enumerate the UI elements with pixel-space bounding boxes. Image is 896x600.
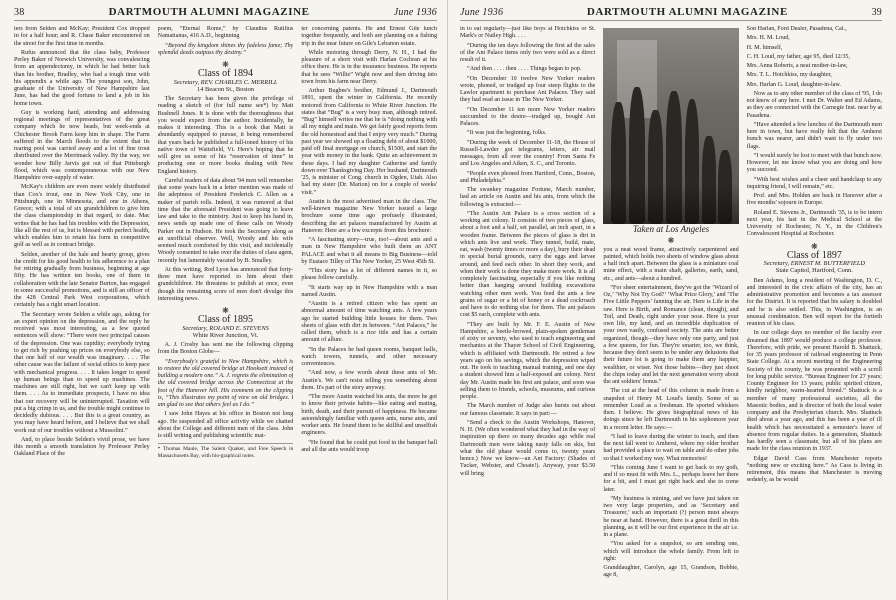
paragraph: Arthur Bugbee's brother, Edmund J., Dartmouth 1891, spent the winter in California. He recently motored from California to White River Junction. He states that “Bug” is a very busy man, although retired. “Bug” himself writes me that he is “doing nothing with all my might and main. We get fairly good reports from the old homestead and that I enjoy very much.” During past year we showed up a floating debt of about $1000, paid off final mortgage on church, $1500, and start the year with money in the bank. Quite an achievement in these days. I had my daughter Catherine and family down over Thanksgiving Day. Her husband, Dartmouth '25, is minister of Cong. church in Ogden, Utah. Also had my sister (Dr. Marion) on for a couple of weeks' visit.”: [301, 88, 438, 196]
class-heading-1895: [158, 316, 294, 339]
right-col-1: [460, 26, 595, 600]
paragraph: “You asked for a snapshot, so am sending one, which will introduce the whole family. From left to right:: [603, 541, 739, 562]
left-columns: [14, 26, 437, 600]
paragraph: “My business is mining, and we have just taken on two very large properties, and as ‘Secretary and Treasurer,’ such an important (?) person must always be near at hand. However, there is a great thrill in this planning, as it will be our first experience in the air i.e. in a plane.: [603, 495, 739, 538]
paragraph: I saw John Hayes at his office in Boston not long ago. He suspended all office activity while we chatted about the College and different men of the class. John is still writing and publishing scientific mat-: [157, 411, 294, 439]
page-number-right: 39: [871, 7, 882, 18]
family-photo: [603, 28, 738, 224]
paragraph: Rufus announced that the class baby, Professor Perley Baker of Norwich University, was convalescing from an appendectomy, in which he had better luck than his brother, Bradley, who had a tough time with his appendix a while ago. The youngest son, John, graduate of the University of New Hampshire last June, has had the good fortune to land a job in his home town.: [14, 49, 150, 107]
paragraph: While motoring through Derry, N. H., I had the pleasure of a short visit with Harlan Cochran at his office there. He is in the insurance business. He reports that he sees “Willie” Wight now and then driving into town from his farm near Derry.: [301, 49, 438, 85]
paragraph: “And now, a few words about these ants of Mr. Austin's. We can't resist telling you something about them. It's part of the story anyway.: [301, 370, 438, 391]
paragraph: “It was just the beginning, folks.: [467, 130, 547, 137]
paragraph: “Austin is a retired citizen who has spent an abnormal amount of time watching ants. A few years ago he started building little houses for them. Two sheets of glass with dirt in between. “Ant Palaces,” he called them, which is a rice title and has a certain amount of allure.: [301, 301, 438, 344]
class-secretary: Secretary, ROLAND E. STEVENS: [182, 324, 269, 332]
right-col-3: [747, 26, 882, 600]
class-name: Class of 1895: [198, 314, 253, 326]
right-col-2: [603, 26, 738, 600]
class-address: 14 Beacon St., Boston: [197, 85, 254, 93]
section-separator: ❋: [667, 236, 675, 246]
left-col-3: [301, 26, 437, 600]
magazine-title-right: DARTMOUTH ALUMNI MAGAZINE: [586, 6, 788, 18]
footnote: * Thomas Maule, The Salem Quaker, and Free Speech in Massachusetts Bay, with bio-graphical notes.: [158, 443, 294, 459]
class-name: Class of 1897: [786, 249, 842, 261]
running-head-left: [14, 6, 437, 21]
paragraph: At this writing, Rod Lyon has announced that forty-three men have reported to him about their grandchildren. He threatens to publish at once, even though the remaining score of men don't divulge this interesting news.: [157, 266, 294, 302]
left-col-2: [158, 26, 294, 600]
section-separator: ❋: [222, 60, 229, 69]
paragraph: Edgar David Cass from Manchester reports “nothing new or exciting here.” As Cass is living in retirement, this means that Manchester is moving sedately, as he would: [746, 455, 882, 484]
section-separator: ❋: [222, 306, 229, 315]
paragraph: “This story has a lot of different names in it, so please follow carefully.: [301, 268, 438, 282]
paragraph: ter concerning patents. He and Ernest Gile lunch together frequently, and both are planning on a fishing trip in the near future on Gile's Lebanon estate.: [301, 26, 438, 47]
paragraph: poem, “Eternal Rome,” by Claudius Rutilius Namatianus, 416 A.D., beginning: [157, 26, 294, 40]
paragraph: ters from Selden and McKay; President Cox dropped in for a half hour; and R. Chase Baker encountered on the street for the first time in months.: [14, 26, 150, 47]
page-number-left: 38: [14, 7, 25, 18]
paragraph: “The Austin Ant Palace is a cross section of a working ant colony. It consists of two pieces of glass, about a foot and a half, set parallel, an inch apart, in a wooden frame. Between the pieces of glass is dirt in which ants live and work. They tunnel, build, mate, eat, wash (twenty times or more a day), bury their dead in special burial grounds, carry the eggs and larvae around, and feed each other. In short they work, and when their work is done they make more work. It is all completely fascinating, especially if you like nothing better than hanging around building excavations watching other men work. You feed the ants a few grains of sugar or a bit of honey or a dead cockroach and have to do nothing else for them. The ant palaces cost $5 each, complete with ants.: [460, 210, 596, 319]
paragraph: McKay's children are even more widely distributed than Cox's trout, one in New York City, one in Pittsburgh, one in Minnesota, and one in Athens, Greece; with a total of six grandchildren to give him the class championship in that regard, to date. Mac writes that he has had his troubles with the Depression, like all the rest of us, but is blessed with perfect health, which enables him to retain his form in competitive golf as well as in contract bridge.: [14, 184, 150, 249]
paragraph: Prof. and Mrs. Holden are back in Hanover after a five months' sojourn in Europe.: [746, 193, 882, 207]
section-separator: ❋: [810, 241, 818, 251]
paragraph: “And then . . . . then . . . . Things began to pop.: [467, 66, 582, 73]
poem-quote: “Beyond thy kingdom shines thy fadeless fame; Thy splendid deeds outpass thy destiny.”: [157, 42, 294, 56]
paragraph: “Everybody's grateful to New Hampshire, which is to restore the old covered bridge at Hooksett instead of building a modern one.” A. J. regrets the elimination of the old covered bridge across the Connecticut at the foot of the Hanover hill. His comment on the clipping is, “This illustrates my point of view on old bridges. I am glad to see that others feel as I do.”: [157, 358, 294, 408]
list-item: H. M. himself,: [746, 44, 783, 51]
paragraph: you a neat wood frame, attractively carpentered and painted, which holds two sheets of window glass about a half inch apart. Between the glass is a miniature coal mine effect, with a main shaft, galleries, earth, sand, etc., and ants—about a hundred.: [603, 246, 739, 282]
paragraph: The Secretary wrote Selden a while ago, asking for an expert opinion on the depression, and the reply he received was most interesting, as a few quoted sentences will show: “There were two principal causes of the depression. One was cupidity; everybody trying to get rich by pushing up prices on everybody else, so that one half of our wealth was imaginary. . . . The other cause was the failure of social ethics to keep pace with mechanical progress. . . . It takes longer to speed up human beings than to speed up machines. The machines are still right, but we can't keep up with them. . . . As to immediate prospects, I have no idea that our recovery will be uninterrupted. Taxation will put a big crimp in us, and the trouble might continue to decidedly dubious. . . . But this is a great country, as you may have heard before, and I believe that we shall work out of our troubles without a Mussolini.”: [14, 311, 150, 434]
paragraph: “He found that he could put food in the banquet hall and all the ants would troop: [301, 439, 438, 453]
class-address: State Capitol, Hartford, Conn.: [775, 267, 853, 275]
paragraph: “On December 10 twelve New Yorker readers wrote, phoned, or trudged up four steep flights to the Lawlor apartment to purchase Ant Palaces. They said they had read an issue in The New Yorker.: [460, 75, 596, 104]
photo-caption: Taken at Los Angeles: [632, 224, 710, 234]
paragraph: in to eat regularly—just like boys at Hotchkiss or St. Mark's or Nutley High. . . .: [460, 26, 596, 40]
paragraph: Guy is working hard, attending and addressing regional meetings of representatives of the great company which he now heads, but week-ends at Chichester Brook Farm keep him in shape. The Farm suffered in the March floods to the extent that its rearing pool was carried away and a lot of fine trout distributed over the Merrimack valley. By the way, we wonder how Billy Jarvis got out of that Pittsburgh flood, which was contemporaneous with our New Hampshire over-supply of water.: [14, 109, 150, 181]
running-head-right: [460, 6, 882, 21]
paragraph: “With best wishes and a cheer and handclasp to any inquiring friend, I will remain,” etc.: [746, 176, 882, 190]
class-heading-1897: [747, 249, 882, 275]
list-item: C. H. Loud, my father, age 95, died 12/35,: [746, 53, 850, 60]
paragraph: Austin is the most advertised man in the class. The well-known magazine New Yorker issued a large brochure some time ago profusely illustrated, describing the art palaces manufactured by Austin at Hanover. Here are a few excerpts from this brochure:: [301, 198, 438, 234]
paragraph: “They are built by Mr. F. E. Austin of New Hampshire, a beetle-browed, plain-spoken gentleman of sixty or seventy, who used to teach engineering and mechanics at the Thayer School of Civil Engineering, which is affiliated with Dartmouth. He retired a few years ago on his savings, which the depression wiped out. He took to teaching manual training, and one day a student showed him a half-exposed ant colony. Next day Mr. Austin made his first ant palace, and soon was selling them to friends, schools, museums, and curious people.: [460, 321, 596, 400]
paragraph: “I would surely be lost to meet with that bunch now. However, let me know what you are doing and how you succeed.: [746, 152, 882, 174]
paragraph: “In the Palaces he had queen rooms, banquet halls, watch towers, tunnels, and other necessary conveniences.: [301, 346, 438, 367]
list-item: Mrs. Anna Roberts, a neat mother-in-law,: [746, 63, 848, 69]
left-col-1: [14, 26, 150, 600]
paragraph: “It starts way up in New Hampshire with a man named Austin.: [301, 284, 438, 298]
issue-date-left: June 1936: [393, 7, 437, 18]
paragraph: Now as to any other member of the class of '95, I do not know of any here. I met Dr. Walter and Ed Adams, as they are connected with the Carnegie Inst. near by at Pasadena.: [746, 90, 882, 119]
paragraph: In our college days no member of the faculty ever dreamed that 1897 would produce a college professor. Therefore, with pride, we present Harold B. Shattuck, for 35 years professor of railroad engineering in Penn State College. At a recent meeting of the Engineering Society of the county, he was presented with a scroll for long public service. “Bureau Engineer for 27 years; County Engineer for 13 years; public spirited citizen, kindly neighbor, warm-hearted friend.” Shattuck is a member of many professional societies, all the Masonic bodies, and is director of both the local water company and the Presbyterian church. Mrs. Shattuck died about a year ago, and this has been a year of ill health which has necessitated a semester's leave of absence from regular duties. In a generation, Shattuck has hardly seen a classmate, but all of his plans are made for the class reunion in 1937.: [746, 330, 882, 453]
class-heading-1894: [158, 70, 294, 93]
paragraph: The Secretary has been given the privilege of reading a sketch of (for full name see*) by Matt Bushnell Jones. It is done with the thoroughness that you would expect from the author. Incidentally, he makes it interesting. This is a book that Matt is abundantly equipped to pursue, it being remembered that years back he published a full-toned history of his native town of Waitsfield, Vt. Here's hoping that he will give us some of his “reservation of time” in producing one or more books dealing with New England history.: [157, 96, 294, 175]
class-secretary: Secretary, REV. CHARLES C. MERRILL: [173, 78, 278, 86]
paragraph: “On December 11 ten more New Yorker readers succumbed to the desire—trudged up, bought Ant Palaces.: [460, 106, 596, 127]
right-page: [448, 0, 896, 600]
magazine-title-left: DARTMOUTH ALUMNI MAGAZINE: [108, 6, 310, 18]
paragraph: And, to place beside Selden's vivid prose, we have this month a smooth translation by Professor Perley Oakland Place of the: [14, 436, 150, 458]
list-item: Mrs. H. M. Loud,: [746, 35, 790, 42]
paragraph: Ben Adams, long a resident of Washington, D. C., and interested in the civic affairs of the city, has an administrative promotion and becomes a tax assessor for the District. It is reported that his salary is doubled and he is also settled. This, in Washington, is an unusual combination. Ben will report for the fortieth reunion of his class.: [746, 277, 882, 327]
paragraph: Granddaughter, Carolyn, age 15, Grandson, Bobbie, age 8,: [603, 565, 739, 579]
class-name: Class of 1894: [198, 68, 253, 80]
paragraph: “A fascinating story—true, too!—about ants and a man in New Hampshire who built them an ANT PALACE and what it all means to Big Business—told by Eustace Tilley of The New Yorker, 25 West 45th St.: [301, 237, 438, 265]
paragraph: The swankey magazine Fortune, March number, had an article on Austin and his ants, from which the following is extracted:—: [460, 187, 596, 208]
list-item: Mrs. T. L. Hotchkiss, my daughter,: [746, 72, 832, 79]
class-secretary: Secretary, ERNEST M. BUTTERFIELD: [763, 260, 865, 267]
paragraph: Selden, another of the hale and hearty group, gives the credit for his good health to his adherence to a plan for retiring gradually from business, beginning at age fifty. He has written ten books, one of them in collaboration with the late Senator Burton, has engaged in some successful promotions, and is still an officer of the 428 Central Park West corporations, which certainly has a right smart location.: [14, 251, 150, 309]
paragraph: “Send a check to the Austin Workshops, Hanover, N. H. (We often wondered what they had in the way of inspiration up there so many decades ago while real Dartmouth men were taking nasty falls on skis, but what the old phase would come to, twenty years hence.) Now we know—an Ant Factory: (Shades of Tucker, Webster, and Choate!). Anyway, your $3.50 will bring: [460, 419, 596, 477]
paragraph: Roland E. Stevens Jr., Dartmouth '35, is to be intern next year, his last in the Medical School at the University of Rochester, N. Y., in the Children's Convalescent Hospital at Rochester.: [746, 209, 882, 238]
list-item: Mrs. Harlan G. Loud, daughter-in-law.: [746, 81, 841, 88]
paragraph: “People even phoned from Hartford, Conn., Boston, and Philadelphia.”: [460, 170, 596, 184]
paragraph: Careful readers of data about '94 men will remember that some years back in a letter mention was made of the adeptness of President Frederick C. Allen as a maker of parish rolls. Indeed, it was rumored at that time that the aforesaid President was going to leave law and take to the ministry. Just to keep his hand in, news sends up made one of these calls on Woody Parker out in Hudson. He took the Secretary along as an unofficial observer. Well, Woody and his wife seemed much comforted by this visit, and incidentally Woody consented to take over the duties of class agent, recently but lamentably vacated by B. Smalley.: [157, 177, 294, 264]
paragraph: “I had to leave during the winter to teach, and then the next fall went to Amherst, where my older brother had provided a place to wait on table and do other jobs so that I worked my way. What memories!: [603, 433, 739, 462]
paragraph: The cut at the head of this column is made from a snapshot of Henry M. Loud's family. Some of us remember Loud as a freshman. He sported whiskers then. I believe. He gives biographical news of his doings since he left Dartmouth in his sophomore year in a recent letter. He says:—: [603, 388, 739, 431]
paragraph: “Have attended a few lunches of the Dartmouth men here in town, but have really felt that the Amherst bunch was nearer, and didn't want to fly under two flags.: [746, 121, 882, 150]
right-columns: [460, 26, 882, 600]
class-address: White River Junction, Vt.: [192, 331, 259, 339]
paragraph: The March number of Judge also bursts out about our famous classmate. It says in part:—: [460, 403, 596, 417]
paragraph: “During the week of December 11-18, the House of Russell-Lawder got telegrams, letters, air mail messages, from all over the country! From Santa Fe and Los Angeles and Aiken, S. C., and Toronto.: [460, 139, 596, 168]
list-item: Son Harlan, Ford Dealer, Pasadena, Cal.,: [746, 26, 847, 32]
paragraph: “For sheer entertainment, they've got the ‘Wizard of Oz,’ ‘Why Not Try God?’ ‘What Price Glory,’ and ‘The Five Little Peppers’ fanning the air. Here is Life in the raw. Here is Birth, and Romance (clean, though), and Toil, and Death, right under your nose. Here is your own life, my land, and an incredible duplication of your own vastly, confused society. The ants are better organized, though—they have only one party, and just a few queens, for fun. They're smarter, too, we think, because they don't seem to be under any delusions that their future lot is going to make them any happier, wealthier, or wiser. Not those babies—they just shoot the chips today and let the next generation worry about the ant soldiers' bonus.”: [603, 284, 739, 385]
issue-date-right: June 1936: [460, 7, 504, 18]
paragraph: “The more Austin watched his ants, the more he got to know their private habits—like eating and mating, birth, death, and their pursuit of happiness. He became astonishingly familiar with queen ants, nurse ants, and worker ants. He found them to be skillful and unselfish engineers.: [301, 394, 438, 437]
paragraph: “During the ten days following the first ad the sales of the Ant Palace items only two were sold as a direct result of it.: [460, 42, 596, 63]
paragraph: “This coming June I want to get back to my goth, and if so must fit with Mrs. L., perhaps leave her there for a bit, and I must get right back and she to come later.: [603, 464, 739, 493]
paragraph: A. J. Crosby has sent me the following clipping from the Boston Globe—: [157, 342, 294, 356]
